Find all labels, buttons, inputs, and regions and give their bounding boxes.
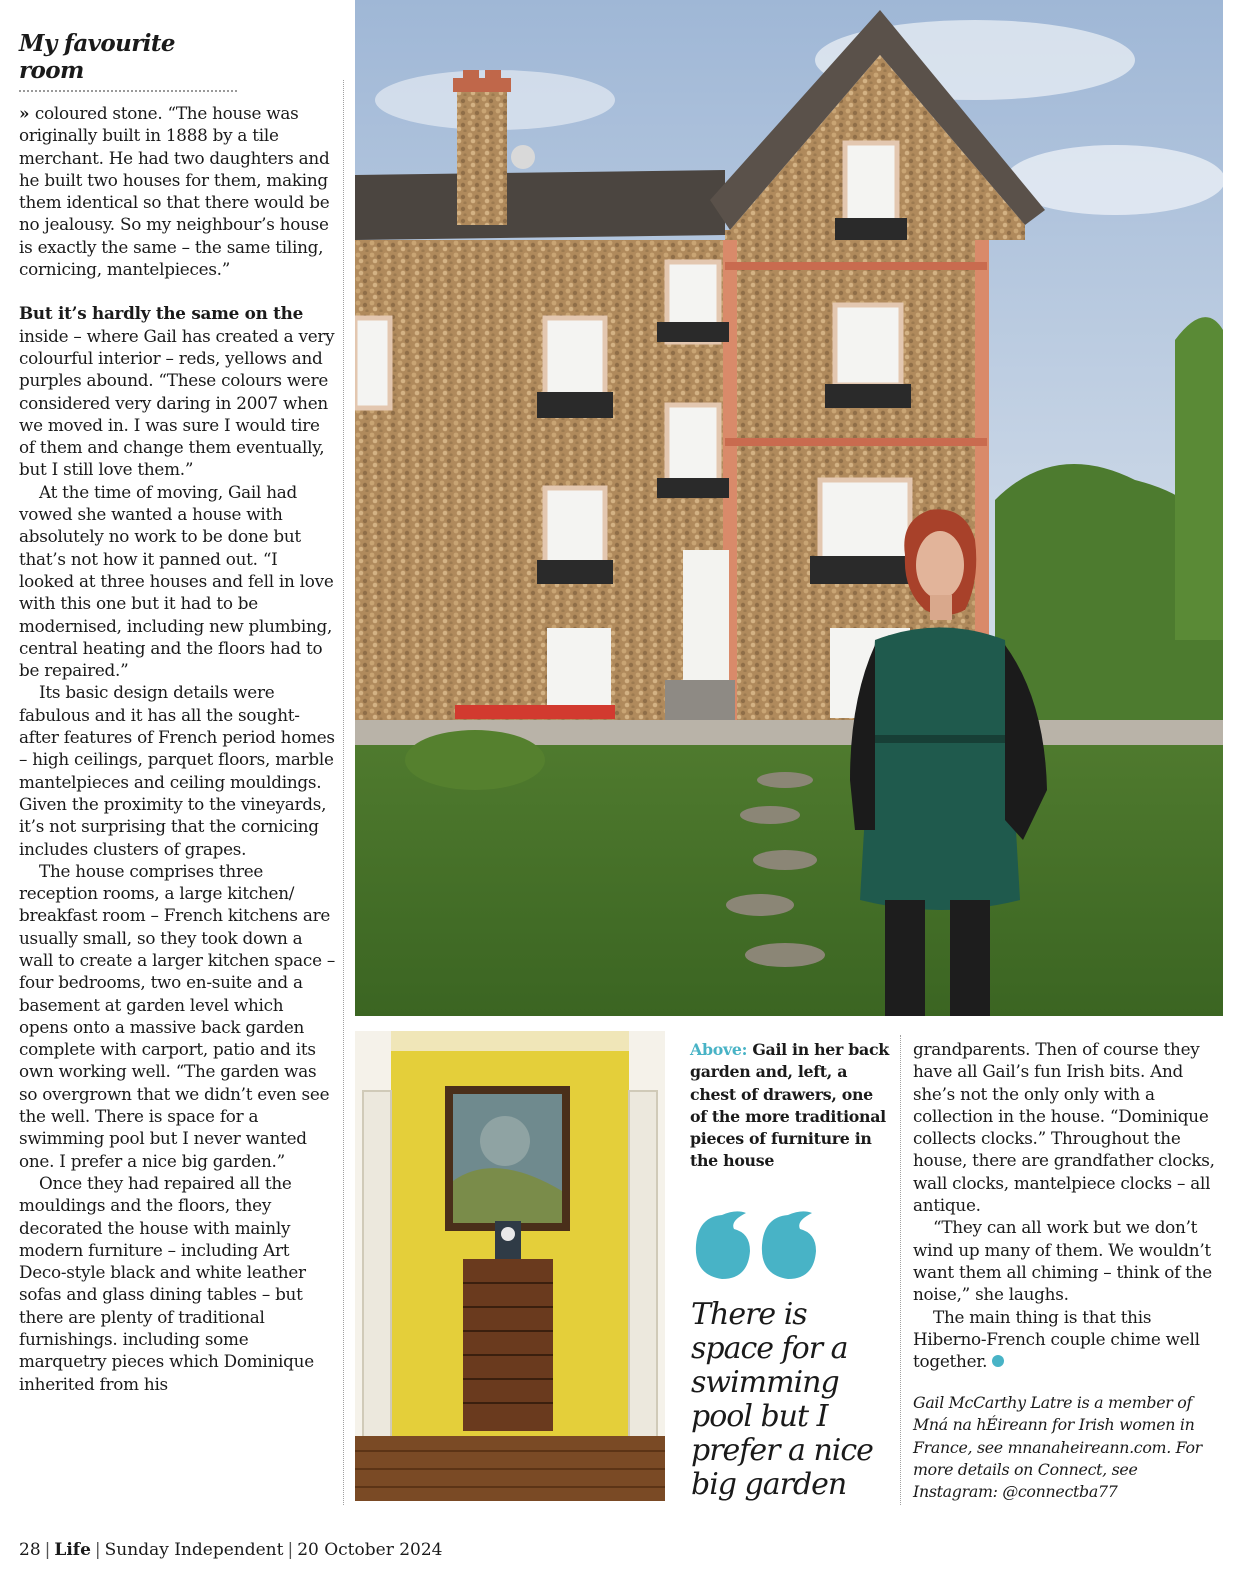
pull-quote: There is space for a swimming pool but I prefer a nice big garden — [691, 1297, 873, 1502]
caption-text: Gail in her back garden and, left, a chest of drawers, one of the more traditional pieces of furniture in the house — [690, 1040, 889, 1171]
article-column-right — [913, 1038, 1221, 1372]
chest-of-drawers-photo — [355, 1031, 665, 1501]
paragraph: » coloured stone. “The house was originally built in 1888 by a tile merchant. He had two daughters and he built two houses for them, making them identical so that there would be no jealousy. So my neighbour’s house is exactly the same – the same tiling, cornicing, mantelpieces.” — [19, 103, 330, 280]
footer-separator: | — [287, 1540, 294, 1560]
paragraph: “They can all work but we don’t wind up many of them. We wouldn’t want them all chiming – think of the noise,” she laughs. — [913, 1217, 1212, 1305]
footer-date: 20 October 2024 — [297, 1540, 443, 1560]
footer-separator: | — [94, 1540, 101, 1560]
caption-label: Above: — [690, 1040, 748, 1059]
main-photo — [355, 0, 1223, 1016]
paragraph: At the time of moving, Gail had vowed she wanted a house with absolutely no work to be done but that’s not how it panned out. “I looked at three houses and fell in love with this one but it had to be modernised, including new plumbing, central heating and the floors had to be repaired.” — [19, 481, 334, 681]
photo-caption — [690, 1039, 890, 1173]
footer-separator: | — [44, 1540, 51, 1560]
page-number: 28 — [19, 1540, 41, 1560]
footer-paper: Sunday Independent — [104, 1540, 284, 1560]
page-footer — [19, 1540, 442, 1560]
author-bio: Gail McCarthy Latre is a member of Mná na hÉireann for Irish women in France, see mnanaheireann.com. For more details on Connect, see Instagram: @connectba77 — [913, 1393, 1202, 1502]
paragraph: The house comprises three reception rooms, a large kitchen/ breakfast room – French kitchens are usually small, so they took down a wall to create a larger kitchen space – four bedrooms, two en-suite and a basement at garden level which opens onto a massive back garden complete with carport, patio and its own working well. “The garden was so overgrown that we didn’t even see the well. There is space for a swimming pool but I never wanted one. I prefer a nice big garden.” — [19, 860, 335, 1171]
paragraph: But it’s hardly the same on the inside – where Gail has created a very colourful interior – reds, yellows and purples abound. “These colours were considered very daring in 2007 when we moved in. I was sure I would tire of them and change them eventually, but I still love them.” — [19, 303, 335, 480]
continuation-arrow-icon: » — [19, 103, 35, 123]
paragraph: The main thing is that this Hiberno-French couple chime well together. — [913, 1306, 1200, 1372]
column-divider — [343, 80, 344, 1505]
hallway-illustration — [355, 1031, 665, 1501]
article-column-left — [19, 102, 337, 1395]
section-label: My favourite room — [19, 30, 237, 92]
quote-mark-icon — [690, 1205, 830, 1287]
paragraph: Once they had repaired all the mouldings and the floors, they decorated the house with mainly modern furniture – including Art Deco-style black and white leather sofas and glass dining tables – but there are plenty of traditional furnishings. including some marquetry pieces which Dominique inherited from his — [19, 1172, 314, 1394]
end-mark-icon — [992, 1355, 1004, 1367]
column-divider — [900, 1035, 901, 1505]
paragraph: grandparents. Then of course they have all Gail’s fun Irish bits. And she’s not the only only with a collection in the house. “Dominique collects clocks.” Throughout the house, there are grandfather clocks, wall clocks, mantelpiece clocks – all antique. — [913, 1039, 1215, 1216]
paragraph: Its basic design details were fabulous and it has all the sought-after features of French period homes – high ceilings, parquet floors, marble mantelpieces and ceiling mouldings. Given the proximity to the vineyards, it’s not surprising that the cornicing includes clusters of grapes. — [19, 682, 335, 859]
lead-in: But it’s hardly the same on the — [19, 303, 304, 324]
house-garden-illustration — [355, 0, 1223, 1016]
footer-section: Life — [54, 1540, 91, 1560]
